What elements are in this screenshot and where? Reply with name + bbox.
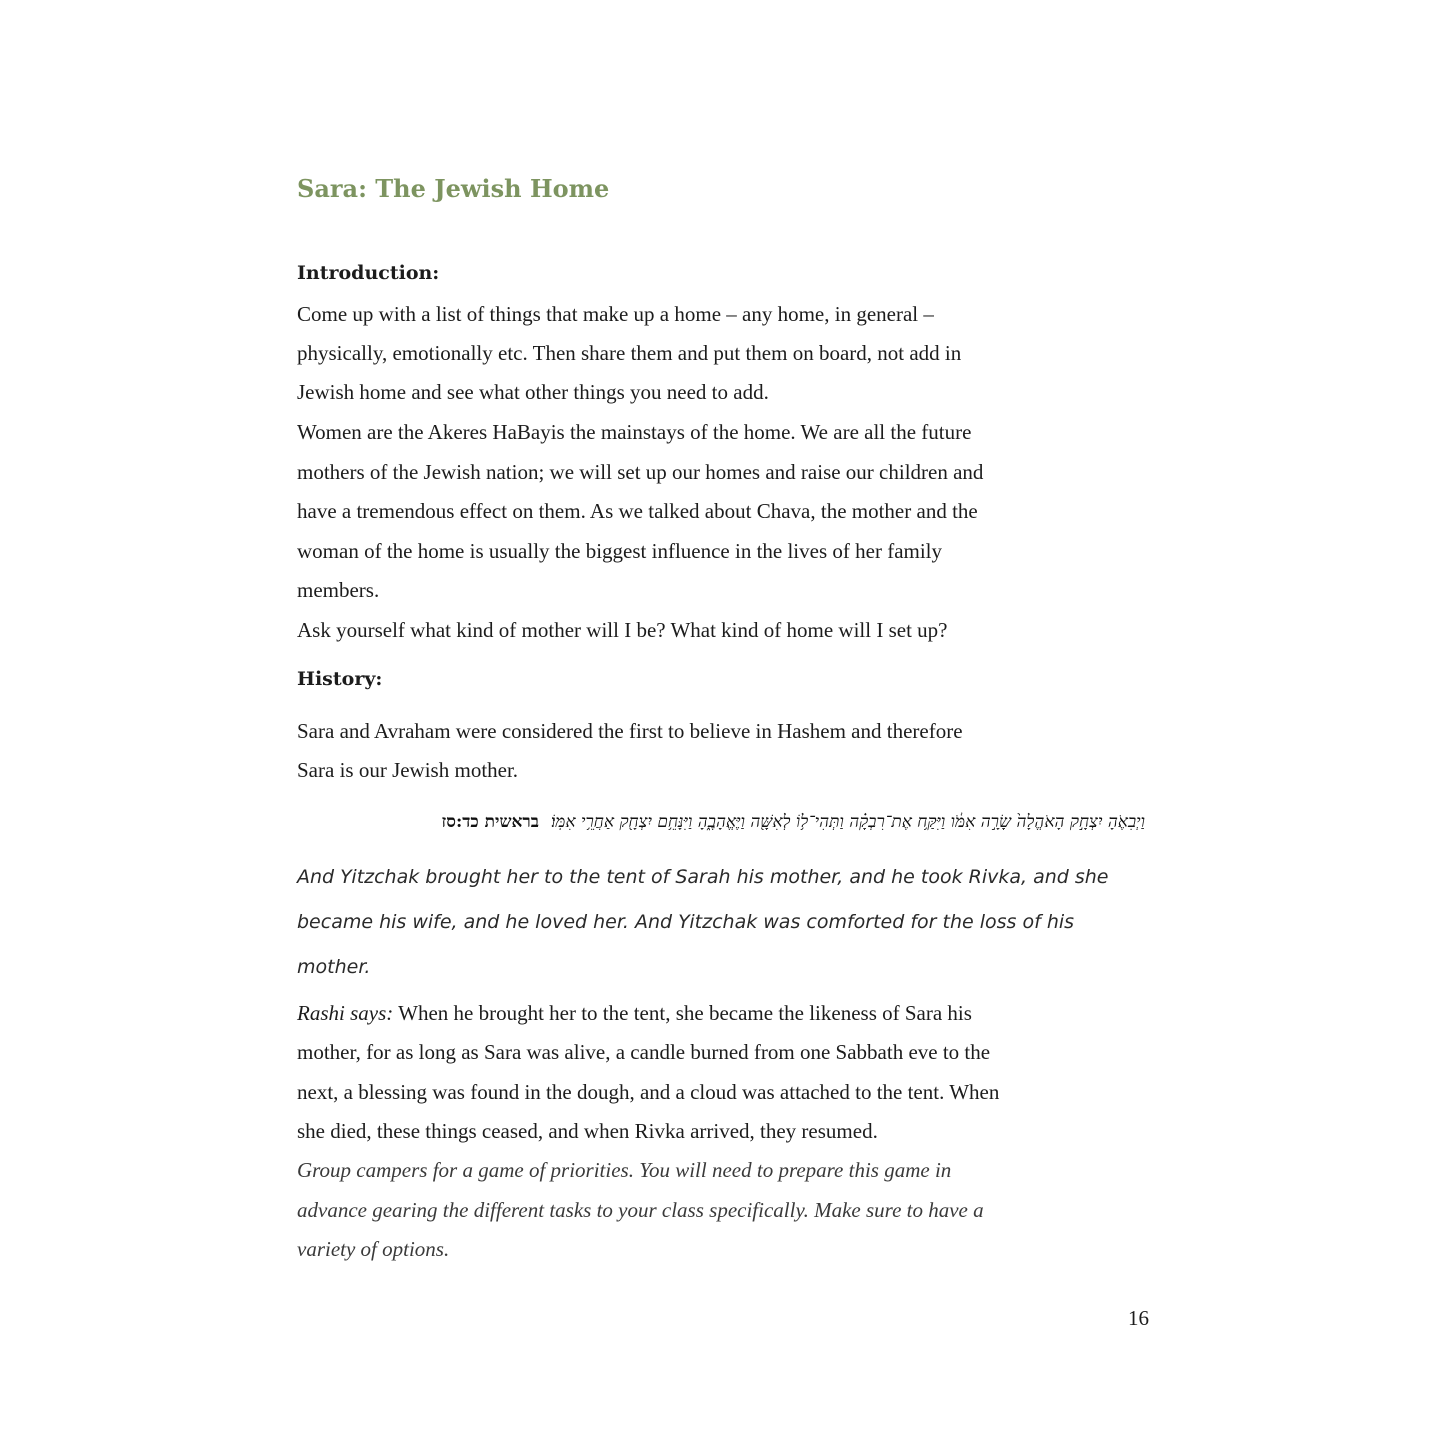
introduction-heading: Introduction: xyxy=(297,262,440,284)
page-number: 16 xyxy=(1128,1306,1149,1330)
hebrew-verse-text: וַיְבִאֶֹהָ יִצְחָ֣ק הָאֹהֱלָה֙ שָׂרָ֣ה אִמֹּ֔ו וַיִּקַּ֥ח אֶת־רִבְקָ֗ה וַתְּהִי־ל֥וֹ לְאִשָּׁ֖ה וַיֶּאֱהָבֶ֑הָ וַיִּנָּחֵ֥ם יִצְחָ֖ק אַחֲרֵ֥י אִמּֽוֹ׃ xyxy=(550,812,1145,832)
rashi-line: mother, for as long as Sara was alive, a candle burned from one Sabbath eve to the xyxy=(297,1040,991,1064)
introduction-line: have a tremendous effect on them. As we talked about Chava, the mother and the xyxy=(297,499,978,523)
introduction-line: Ask yourself what kind of mother will I be? What kind of home will I set up? xyxy=(297,618,948,642)
rashi-label: Rashi says: xyxy=(297,1001,394,1025)
history-line: Sara and Avraham were considered the first to believe in Hashem and therefore xyxy=(297,719,963,743)
rashi-line: she died, these things ceased, and when Rivka arrived, they resumed. xyxy=(297,1119,878,1143)
introduction-line: woman of the home is usually the biggest influence in the lives of her family xyxy=(297,539,943,563)
history-heading: History: xyxy=(297,668,383,690)
instruction-line: Group campers for a game of priorities. You will need to prepare this game in xyxy=(297,1158,952,1182)
hebrew-verse xyxy=(442,812,1145,832)
history-line: Sara is our Jewish mother. xyxy=(297,758,519,782)
introduction-line: Women are the Akeres HaBayis the mainstays of the home. We are all the future xyxy=(297,420,972,444)
page-title: Sara: The Jewish Home xyxy=(297,174,610,203)
rashi-text: When he brought her to the tent, she became the likeness of Sara his xyxy=(393,1001,972,1025)
verse-source: בראשית כד:סז xyxy=(441,812,539,832)
introduction-line: Jewish home and see what other things you need to add. xyxy=(297,380,769,404)
instruction-line: advance gearing the different tasks to your class specifically. Make sure to have a xyxy=(297,1198,984,1222)
instruction-line: variety of options. xyxy=(297,1237,450,1261)
translation-line: became his wife, and he loved her. And Yitzchak was comforted for the loss of his xyxy=(297,911,1075,933)
translation-line: mother. xyxy=(297,956,371,978)
rashi-first-line xyxy=(297,1001,972,1026)
rashi-line: next, a blessing was found in the dough, and a cloud was attached to the tent. When xyxy=(297,1080,1000,1104)
introduction-line: physically, emotionally etc. Then share them and put them on board, not add in xyxy=(297,341,962,365)
introduction-line: Come up with a list of things that make up a home – any home, in general – xyxy=(297,302,934,326)
translation-line: And Yitzchak brought her to the tent of Sarah his mother, and he took Rivka, and she xyxy=(297,866,1109,888)
introduction-line: members. xyxy=(297,578,380,602)
introduction-line: mothers of the Jewish nation; we will set up our homes and raise our children and xyxy=(297,460,984,484)
